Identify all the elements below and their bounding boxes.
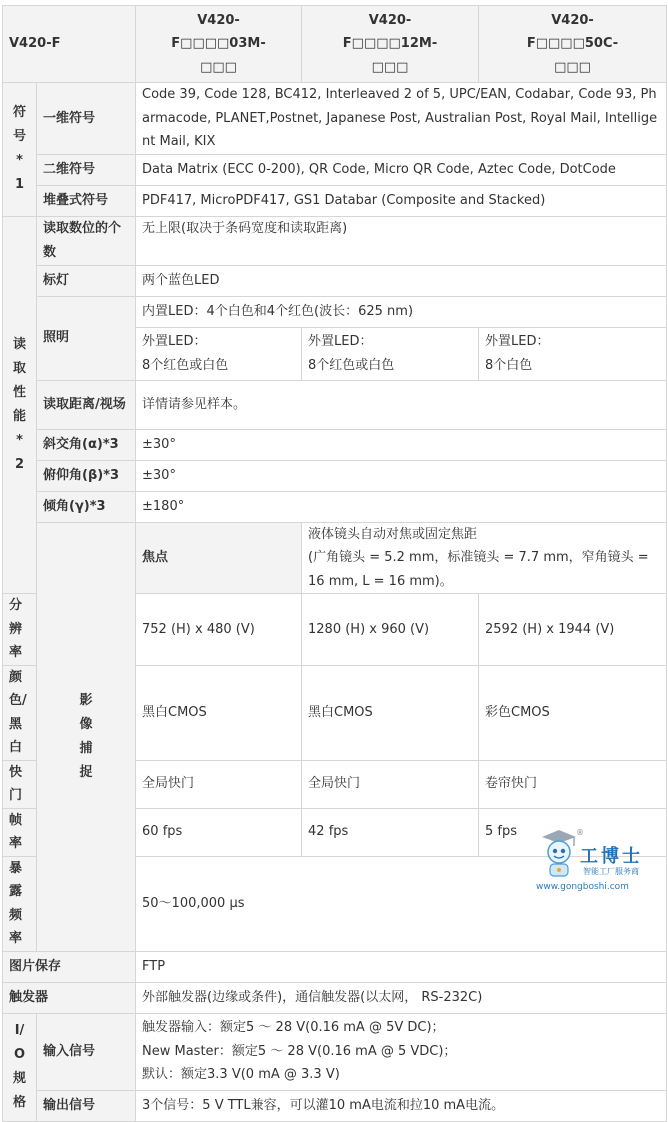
value-shutter-12m: 全局快门 [302, 760, 479, 808]
value-external-lighting-50c: 外置LED： 8个白色 [479, 327, 667, 380]
row-label-lighting: 照明 [37, 296, 136, 380]
row-label-focus: 焦点 [136, 522, 302, 594]
value-2d-symbols: Data Matrix (ECC 0-200), QR Code, Micro QR Code, Aztec Code, DotCode [136, 154, 667, 185]
value-output-signal: 3个信号：5 V TTL兼容，可以灌10 mA电流和拉10 mA电流。 [136, 1090, 667, 1121]
row-label-trigger: 触发器 [3, 982, 136, 1013]
watermark [536, 828, 664, 894]
value-resolution-50c: 2592 (H) x 1944 (V) [479, 594, 667, 666]
group-reading-performance: 读取性能*2 [3, 216, 37, 594]
table-row [3, 460, 667, 491]
value-image-save: FTP [136, 951, 667, 982]
value-external-lighting-12m: 外置LED： 8个红色或白色 [302, 327, 479, 380]
row-label-output-signal: 输出信号 [37, 1090, 136, 1121]
row-label-stacked-symbols: 堆叠式符号 [37, 185, 136, 216]
table-row [3, 83, 667, 155]
row-label-reading-distance: 读取距离/视场 [37, 380, 136, 429]
value-resolution-12m: 1280 (H) x 960 (V) [302, 594, 479, 666]
table-row [3, 1090, 667, 1121]
value-color-03m: 黑白CMOS [136, 665, 302, 760]
value-stacked-symbols: PDF417, MicroPDF417, GS1 Databar (Composite and Stacked) [136, 185, 667, 216]
table-row [3, 185, 667, 216]
watermark-subtitle: 智能工厂服务商 [583, 867, 639, 876]
robot-mascot-icon [538, 828, 580, 884]
value-focus: 液体镜头自动对焦或固定焦距 (广角镜头 = 5.2 mm，标准镜头 = 7.7 mm，窄角镜头 = 16 mm, L = 16 mm)。 [302, 522, 667, 594]
value-frame-rate-12m: 42 fps [302, 808, 479, 856]
group-symbols: 符号*1 [3, 83, 37, 217]
watermark-url: www.gongboshi.com [536, 882, 629, 892]
column-header-12m: V420- F□□□□12M- □□□ [302, 6, 479, 83]
value-frame-rate-50c: 5 fps [479, 808, 667, 856]
group-io-spec: I/O规格 [3, 1013, 37, 1121]
table-row [3, 951, 667, 982]
value-pitch-angle: ±30° [136, 460, 667, 491]
table-row [3, 154, 667, 185]
value-tilt-angle: ±180° [136, 491, 667, 522]
watermark-title: 工博士 [580, 846, 643, 867]
value-shutter-50c: 卷帘快门 [479, 760, 667, 808]
model-header: V420-F [3, 6, 136, 83]
value-1d-symbols: Code 39, Code 128, BC412, Interleaved 2 of 5, UPC/EAN, Codabar, Code 93, Pharmacode, PLANET,Postnet, Japanese Post, Australian Post, Royal Mail, Intelligent Mail, KIX [136, 83, 667, 155]
value-input-signal: 触发器输入：额定5 ～ 28 V(0.16 mA @ 5V DC)； New Master：额定5 ～ 28 V(0.16 mA @ 5 VDC)； 默认：额定3.3 V(0 mA @ 3.3 V) [136, 1013, 667, 1090]
value-external-lighting-03m: 外置LED： 8个红色或白色 [136, 327, 302, 380]
value-resolution-03m: 752 (H) x 480 (V) [136, 594, 302, 666]
table-row [3, 982, 667, 1013]
spec-table [2, 5, 667, 1122]
value-trigger: 外部触发器(边缘或条件)，通信触发器(以太网， RS-232C) [136, 982, 667, 1013]
column-header-03m: V420- F□□□□03M- □□□ [136, 6, 302, 83]
table-row [3, 380, 667, 429]
row-label-pitch-angle: 俯仰角(β)*3 [37, 460, 136, 491]
value-exposure: 50～100,000 µs [136, 856, 667, 951]
row-label-color-mono: 颜色/黑白 [3, 665, 37, 760]
value-reading-distance: 详情请参见样本。 [136, 380, 667, 429]
table-row [3, 429, 667, 460]
table-row [3, 522, 667, 594]
row-label-digit-count: 读取数位的个数 [37, 216, 136, 265]
table-row [3, 216, 667, 265]
group-image-capture: 影像捕捉 [37, 522, 136, 951]
value-frame-rate-03m: 60 fps [136, 808, 302, 856]
table-row [3, 296, 667, 327]
table-row [3, 1013, 667, 1090]
value-digit-count: 无上限(取决于条码宽度和读取距离) [136, 216, 667, 265]
value-color-12m: 黑白CMOS [302, 665, 479, 760]
registered-mark-icon: ® [576, 828, 584, 837]
value-color-50c: 彩色CMOS [479, 665, 667, 760]
row-label-resolution: 分辨率 [3, 594, 37, 666]
row-label-shutter: 快门 [3, 760, 37, 808]
table-row [3, 491, 667, 522]
row-label-tilt-angle: 倾角(γ)*3 [37, 491, 136, 522]
row-label-skew-angle: 斜交角(α)*3 [37, 429, 136, 460]
row-label-input-signal: 输入信号 [37, 1013, 136, 1090]
row-label-frame-rate: 帧率 [3, 808, 37, 856]
column-header-50c: V420- F□□□□50C- □□□ [479, 6, 667, 83]
row-label-indicator: 标灯 [37, 265, 136, 296]
value-indicator: 两个蓝色LED [136, 265, 667, 296]
row-label-exposure: 暴露频率 [3, 856, 37, 951]
value-skew-angle: ±30° [136, 429, 667, 460]
value-internal-lighting: 内置LED：4个白色和4个红色(波长：625 nm) [136, 296, 667, 327]
row-label-1d-symbols: 一维符号 [37, 83, 136, 155]
row-label-2d-symbols: 二维符号 [37, 154, 136, 185]
header-row [3, 6, 667, 83]
row-label-image-save: 图片保存 [3, 951, 136, 982]
value-shutter-03m: 全局快门 [136, 760, 302, 808]
table-row [3, 265, 667, 296]
